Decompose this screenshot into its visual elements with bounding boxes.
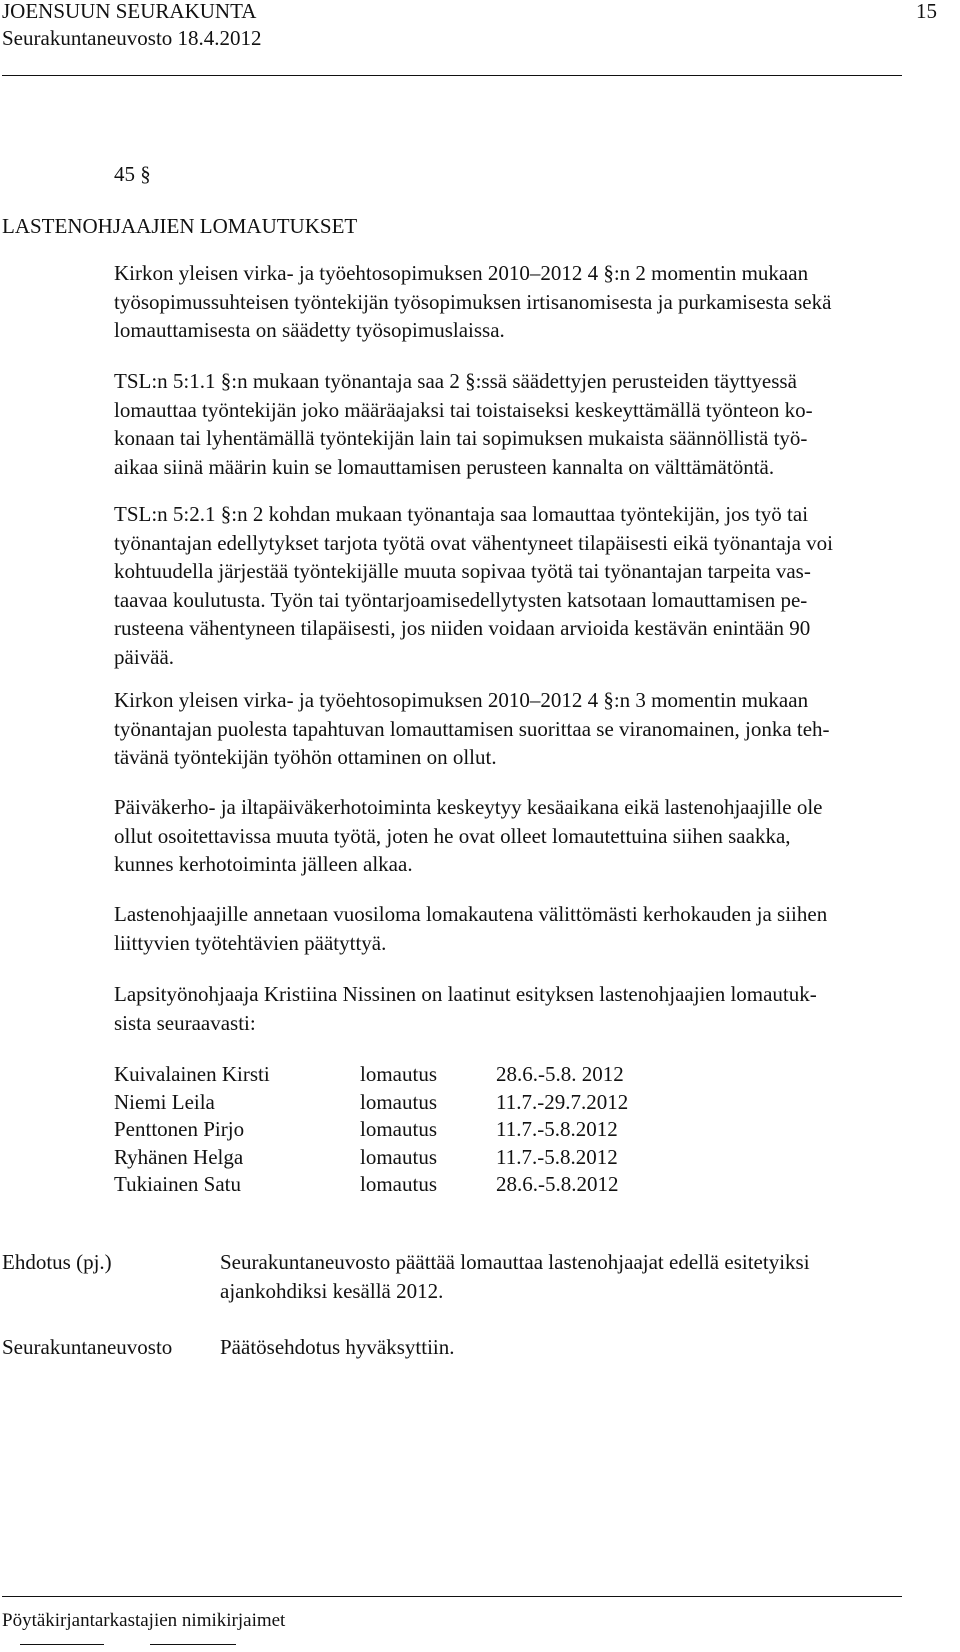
signature-line xyxy=(150,1644,236,1645)
footer-divider xyxy=(2,1596,902,1597)
employee-name: Niemi Leila xyxy=(114,1089,215,1114)
layoff-type: lomautus xyxy=(360,1144,437,1169)
layoff-period: 11.7.-5.8.2012 xyxy=(496,1117,618,1141)
layoff-type: lomautus xyxy=(360,1089,437,1114)
employee-name: Tukiainen Satu xyxy=(114,1172,241,1196)
paragraph-3 xyxy=(114,500,940,671)
decision-label: Seurakuntaneuvosto xyxy=(2,1335,173,1359)
paragraph-6 xyxy=(114,900,940,957)
text-line: Lastenohjaajille annetaan vuosiloma lomakautena välittömästi kerhokauden ja siihen xyxy=(114,902,828,926)
text-line: Kirkon yleisen virka- ja työehtosopimuksen 2010–2012 4 §:n 3 momentin mukaan xyxy=(114,688,809,712)
signature-line xyxy=(20,1644,104,1645)
text-line: kohtuudella järjestää työntekijälle muuta sopivaa työtä tai työnantajan tarpeita vas- xyxy=(114,559,811,583)
section-number: 45 § xyxy=(114,162,151,186)
paragraph-2 xyxy=(114,367,940,481)
section-title: LASTENOHJAAJIEN LOMAUTUKSET xyxy=(2,214,358,238)
footer-label: Pöytäkirjantarkastajien nimikirjaimet xyxy=(2,1610,286,1631)
text-line: aikaa siinä määrin kuin se lomauttamisen perusteen kannalta on välttämätöntä. xyxy=(114,454,775,479)
proposal-text xyxy=(220,1248,930,1305)
text-line: sista seuraavasti: xyxy=(114,1010,256,1035)
page-header xyxy=(2,0,937,52)
layoff-period: 28.6.-5.8.2012 xyxy=(496,1172,619,1196)
page-number: 15 xyxy=(916,0,937,23)
text-line: konaan tai lyhentämällä työntekijän lain tai sopimuksen mukaista säännöllistä työ- xyxy=(114,426,808,450)
paragraph-4 xyxy=(114,686,940,772)
text-line: lomauttamisesta on säädetty työsopimuslaissa. xyxy=(114,318,505,342)
text-line: taavaa koulutusta. Työn tai työntarjoamisedellytysten katsotaan lomauttamisen pe- xyxy=(114,587,808,612)
layoff-period: 11.7.-29.7.2012 xyxy=(496,1089,629,1114)
text-line: kunnes kerhotoiminta jälleen alkaa. xyxy=(114,852,413,876)
text-line: lomauttaa työntekijän joko määräajaksi tai toistaiseksi keskeyttämällä työnteon ko- xyxy=(114,397,813,422)
layoff-period: 28.6.-5.8. 2012 xyxy=(496,1062,624,1086)
text-line: liittyvien työtehtävien päätyttyä. xyxy=(114,930,387,955)
text-line: työnantajan puolesta tapahtuvan lomauttamisen suorittaa se viranomainen, jonka teh- xyxy=(114,716,830,741)
text-line: ajankohdiksi kesällä 2012. xyxy=(220,1278,444,1303)
meeting-title: Seurakuntaneuvosto 18.4.2012 xyxy=(2,26,262,50)
text-line: Seurakuntaneuvosto päättää lomauttaa lastenohjaajat edellä esitetyiksi xyxy=(220,1250,810,1274)
table-row xyxy=(114,1144,628,1172)
table-row xyxy=(114,1171,628,1199)
text-line: TSL:n 5:2.1 §:n 2 kohdan mukaan työnantaja saa lomauttaa työntekijän, jos työ tai xyxy=(114,502,809,526)
decision-text: Päätösehdotus hyväksyttiin. xyxy=(220,1335,455,1359)
text-line: Kirkon yleisen virka- ja työehtosopimuksen 2010–2012 4 §:n 2 momentin mukaan xyxy=(114,261,809,285)
text-line: rusteena vähentyneen tilapäisesti, jos niiden voidaan arvioida kestävän enintään 90 xyxy=(114,616,811,640)
layoff-type: lomautus xyxy=(360,1172,437,1196)
layoff-type: lomautus xyxy=(360,1117,437,1141)
layoff-period: 11.7.-5.8.2012 xyxy=(496,1144,618,1169)
paragraph-1 xyxy=(114,259,940,345)
text-line: työnantajan edellytykset tarjota työtä ovat vähentyneet tilapäisesti eikä työnantaja voi xyxy=(114,530,834,555)
header-divider xyxy=(2,75,902,76)
text-line: työsopimussuhteisen työntekijän työsopimuksen irtisanomisesta ja purkamisesta sekä xyxy=(114,289,832,314)
proposal-label: Ehdotus (pj.) xyxy=(2,1250,112,1274)
decision-block xyxy=(2,1333,932,1362)
text-line: ollut osoitettavissa muuta työtä, joten he ovat olleet lomautettuina siihen saakka, xyxy=(114,823,791,848)
employee-name: Ryhänen Helga xyxy=(114,1144,244,1169)
layoff-table xyxy=(114,1061,628,1199)
text-line: tävänä työntekijän työhön ottaminen on ollut. xyxy=(114,745,497,769)
text-line: Lapsityönohjaaja Kristiina Nissinen on laatinut esityksen lastenohjaajien lomautuk- xyxy=(114,982,817,1006)
table-row xyxy=(114,1089,628,1117)
table-row xyxy=(114,1061,628,1089)
employee-name: Penttonen Pirjo xyxy=(114,1117,245,1141)
paragraph-5 xyxy=(114,793,940,879)
proposal-block xyxy=(2,1248,932,1305)
organization-name: JOENSUUN SEURAKUNTA xyxy=(2,0,257,23)
layoff-type: lomautus xyxy=(360,1062,437,1086)
text-line: TSL:n 5:1.1 §:n mukaan työnantaja saa 2 §:ssä säädettyjen perusteiden täyttyessä xyxy=(114,369,797,393)
employee-name: Kuivalainen Kirsti xyxy=(114,1062,270,1086)
paragraph-7 xyxy=(114,980,940,1037)
text-line: Päiväkerho- ja iltapäiväkerhotoiminta keskeytyy kesäaikana eikä lastenohjaajille ole xyxy=(114,795,823,819)
text-line: päivää. xyxy=(114,644,175,669)
table-row xyxy=(114,1116,628,1144)
